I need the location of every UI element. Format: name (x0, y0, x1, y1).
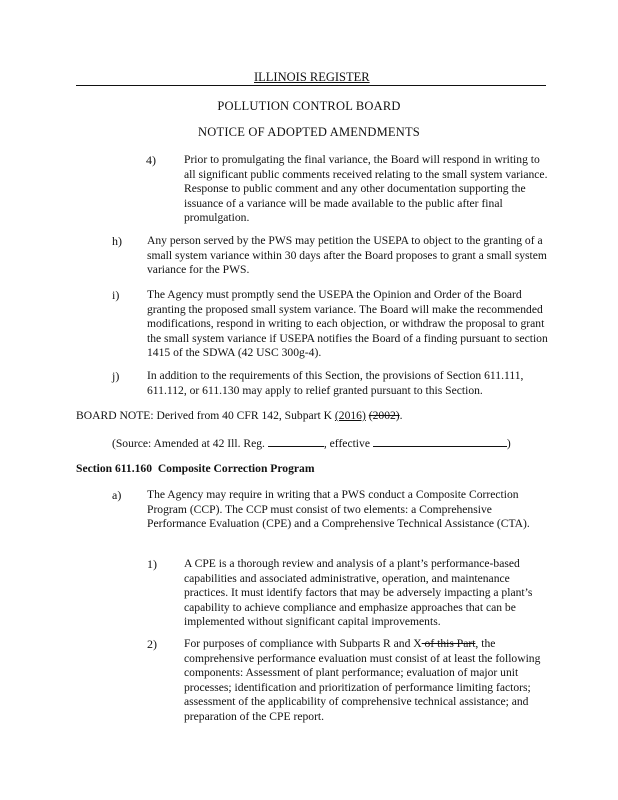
item-label: h) (112, 234, 122, 248)
blank-field (373, 436, 507, 447)
item-label: 4) (146, 153, 156, 167)
header-rule (76, 85, 546, 86)
item-text: Any person served by the PWS may petition the USEPA to object to the granting of a small system variance within 30 days after the Board proposes to grant a small system variance for the PWS. (147, 234, 547, 277)
notice-title: NOTICE OF ADOPTED AMENDMENTS (198, 125, 420, 139)
source-line: (Source: Amended at 42 Ill. Reg. , effective ) (112, 437, 511, 450)
deleted-text: of this Part (421, 637, 476, 650)
blank-field (268, 436, 324, 447)
item-label: a) (112, 488, 122, 502)
register-title: ILLINOIS REGISTER (254, 70, 370, 84)
board-title: POLLUTION CONTROL BOARD (217, 99, 401, 113)
deleted-text: (2002) (368, 409, 400, 422)
item-text: In addition to the requirements of this Section, the provisions of Section 611.111, 611.112, or 611.130 may apply to relief granted pursuant to this Section. (147, 369, 524, 397)
item-text: The Agency may require in writing that a PWS conduct a Composite Correction Program (CCP). The CCP must consist of two elements: a Comprehensive Performance Evaluation (CPE) and a Comprehensive Technical Assistance (CTA). (147, 488, 530, 531)
item-text: A CPE is a thorough review and analysis of a plant’s performance-based capabilities and associated administrative, operation, and maintenance practices. It must identify factors that may be adversely impacting a plant’s capability to achieve compliance and emphasize approaches that can be implemented without significant capital improvements. (184, 557, 533, 629)
item-label: j) (112, 369, 120, 383)
board-note: BOARD NOTE: Derived from 40 CFR 142, Subpart K (2016) (2002). (76, 409, 403, 422)
item-text: The Agency must promptly send the USEPA the Opinion and Order of the Board granting the proposed small system variance. The Board will make the recommended modifications, respond in writing to each objection, or withdraw the proposal to grant the small system variance if USEPA notifies the Board of a finding pursuant to section 1415 of the SDWA (42 USC 300g-4). (147, 288, 548, 360)
item-label: i) (112, 288, 120, 302)
inserted-text: (2016) (334, 409, 366, 422)
item-text: For purposes of compliance with Subparts R and X of this Part, the comprehensive performance evaluation must consist of at least the following components: Assessment of plant performance; evaluation of major unit processes; identification and prioritization of performance limiting factors; assessment of the applicability of comprehensive technical assistance; and preparation of the CPE report. (184, 637, 541, 723)
item-label: 1) (147, 557, 157, 571)
section-heading: Section 611.160 Composite Correction Program (76, 462, 315, 475)
item-label: 2) (147, 637, 157, 651)
item-text: Prior to promulgating the final variance, the Board will respond in writing to all significant public comments received relating to the small system variance. Response to public comment and any other documentation supporting the issuance of a variance will be made available to the public after final promulgation. (184, 153, 548, 225)
